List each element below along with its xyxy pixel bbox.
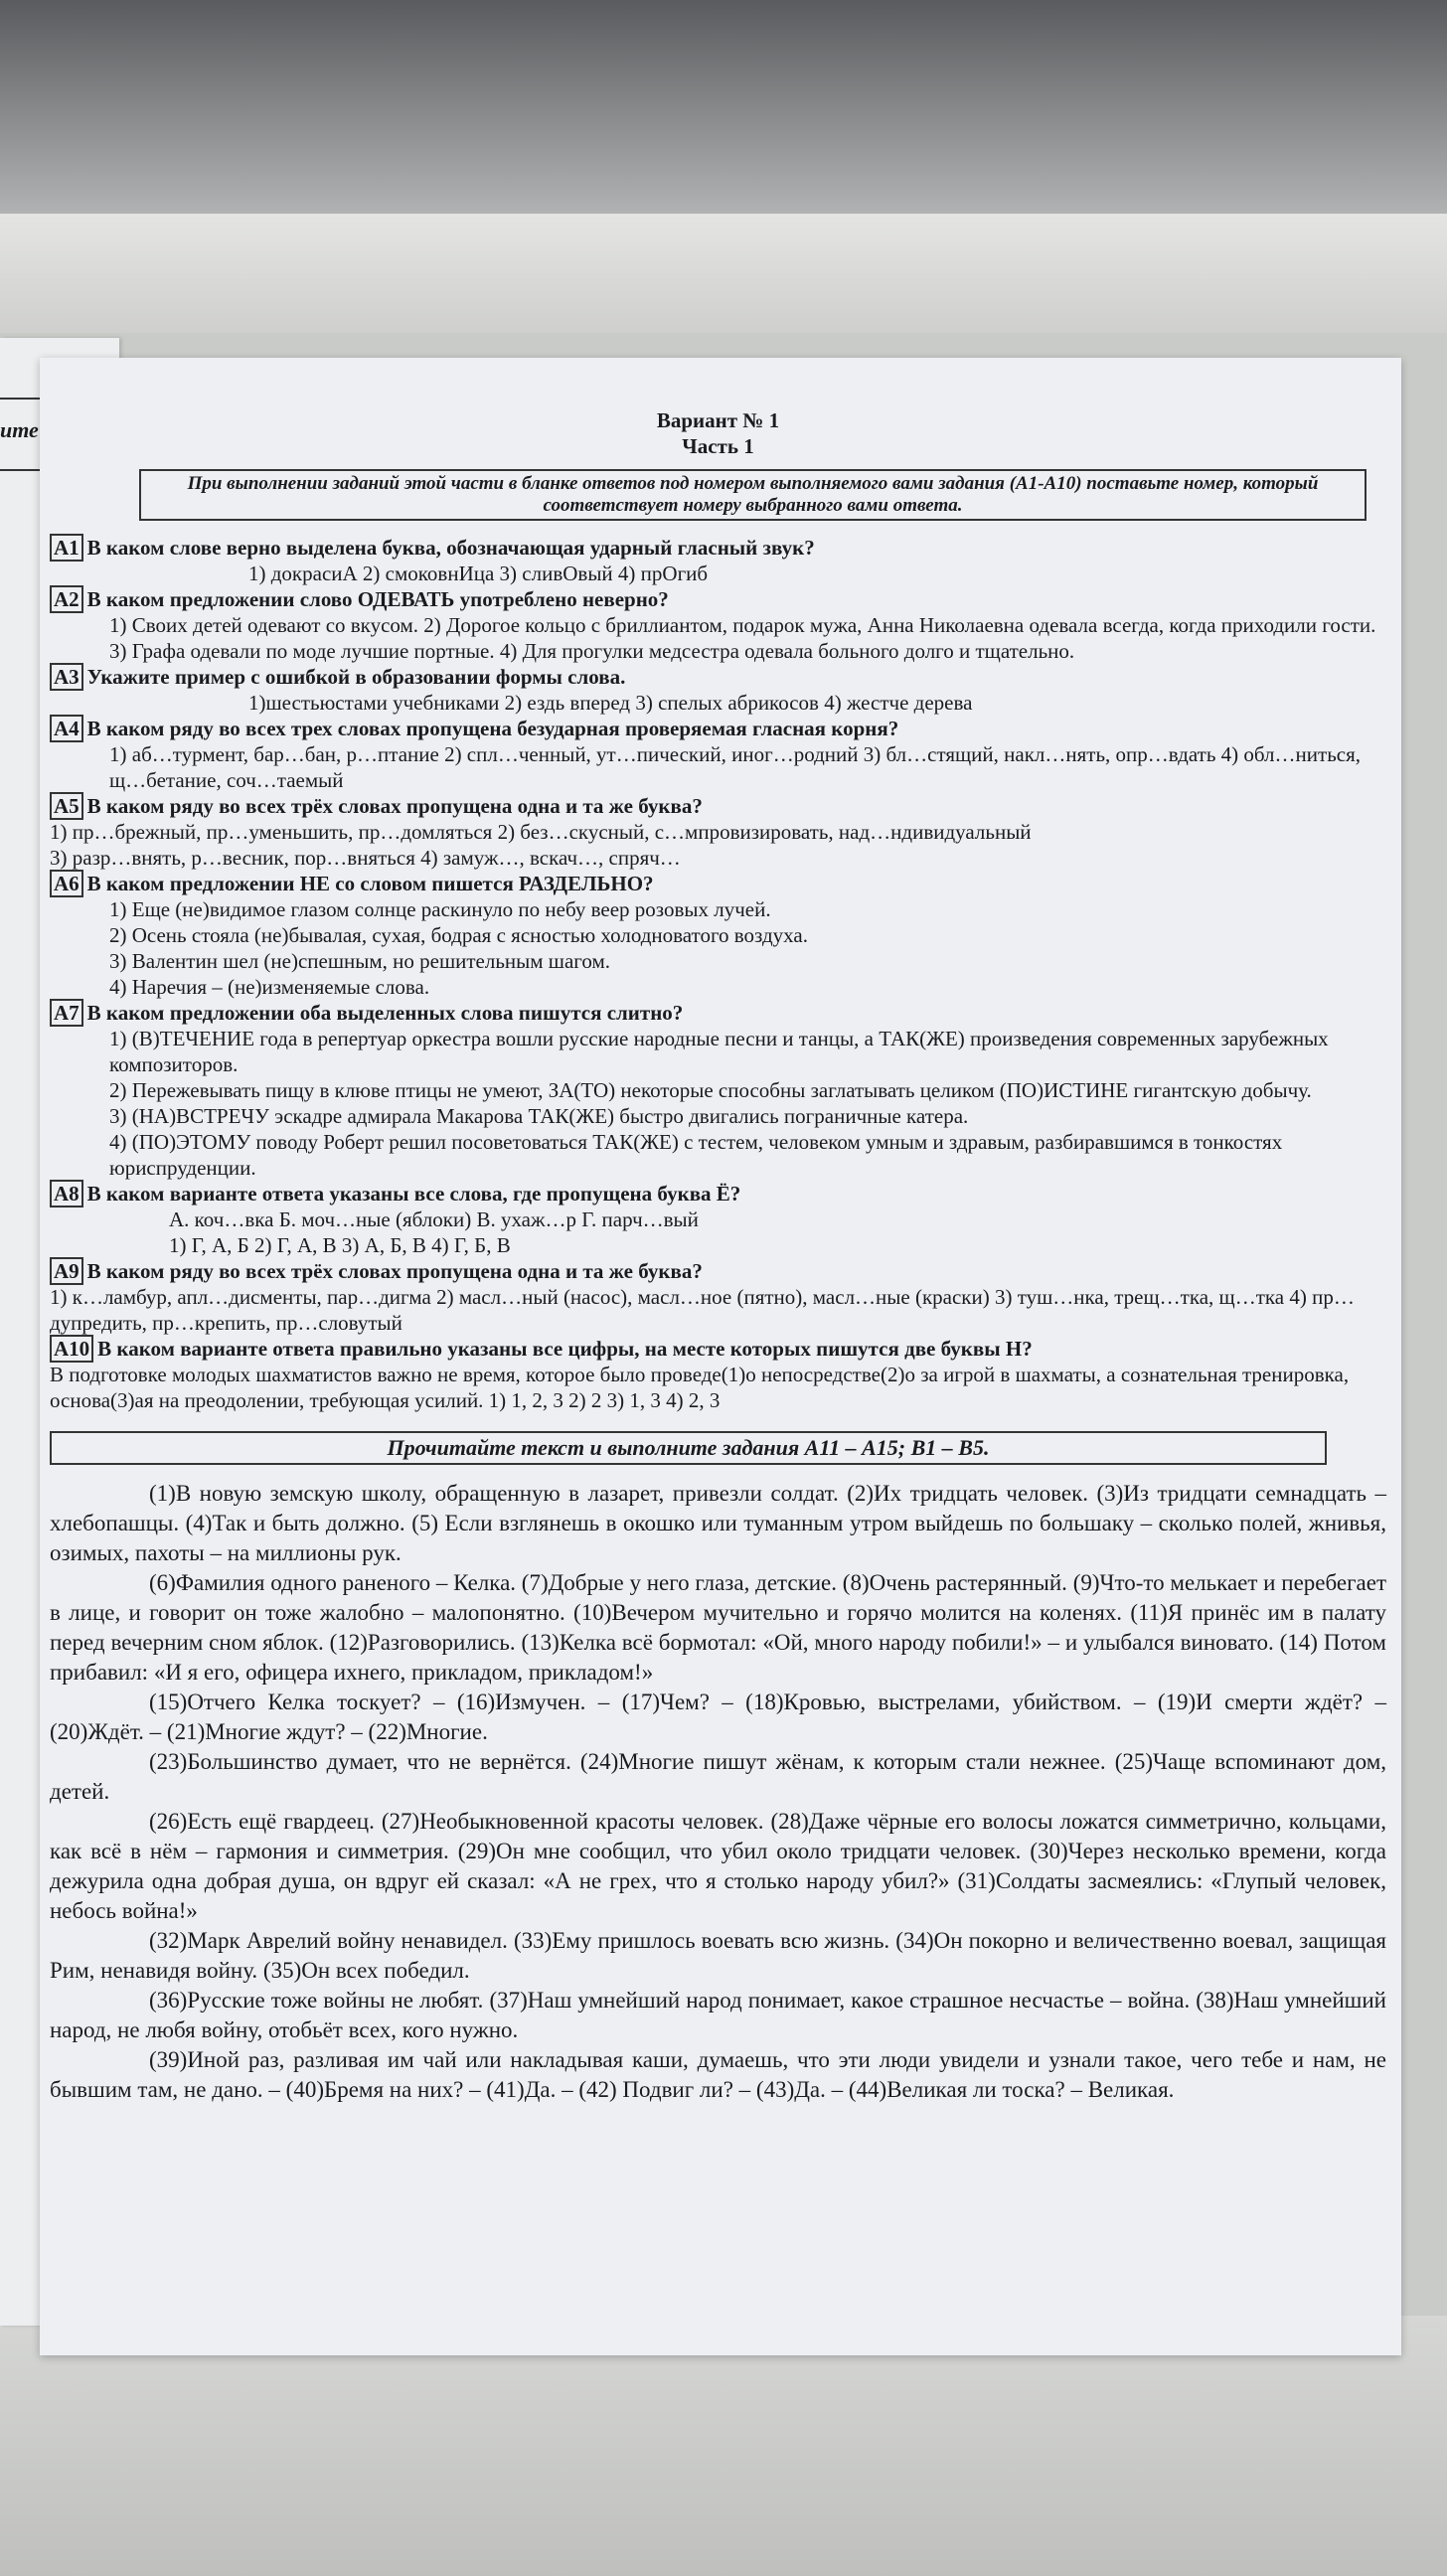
text-paragraph: (23)Большинство думает, что не вернётся. (24)Многие пишут жёнам, к которым стали нежнее. (25)Чаще вспоминают дом, детей. (50, 1749, 1386, 1804)
question-А1 (50, 535, 1386, 586)
answer-line: 1) докрасиА 2) смоковнИца 3) сливОвый 4) прОгиб (248, 562, 709, 585)
question-number: А4 (50, 715, 83, 742)
part-title: Часть 1 (682, 434, 754, 458)
question-text: В каком варианте ответа указаны все слова, где пропущена буква Ё? (86, 1182, 741, 1206)
question-number: А2 (50, 585, 83, 613)
question-А8 (50, 1181, 1386, 1258)
answer-line: 1) к…ламбур, апл…дисменты, пар…дигма 2) масл…ный (насос), масл…ное (пятно), масл…ные (краски) 3) туш…нка, трещ…тка, щ…тка 4) пр…дупредить, пр…крепить, пр…словутый (50, 1285, 1355, 1335)
question-heading (50, 1336, 1386, 1362)
question-heading (50, 871, 1386, 896)
answer-line: 1) Г, А, Б 2) Г, А, В 3) А, Б, В 4) Г, Б, В (169, 1233, 511, 1257)
question-heading (50, 1181, 1386, 1207)
question-А10 (50, 1336, 1386, 1413)
text-paragraph: (15)Отчего Келка тоскует? – (16)Измучен. – (17)Чем? – (18)Кровью, выстрелами, убийством. – (19)И смерти ждёт? – (20)Ждёт. – (21)Многие ждут? – (22)Многие. (50, 1690, 1386, 1744)
text-paragraph: (1)В новую земскую школу, обращенную в лазарет, привезли солдат. (2)Их тридцать человек. (3)Из тридцати семнадцать – хлебопашцы. (4)Так и быть должно. (5) Если взглянешь в окошко или туманным утром выйдешь по большаку – сколько полей, жнивья, озимых, пахоты – на миллионы рук. (50, 1481, 1386, 1565)
window-ledge (0, 214, 1447, 333)
exam-sheet (40, 358, 1401, 2355)
answer-line: 1) (В)ТЕЧЕНИЕ года в репертуар оркестра вошли русские народные песни и танцы, а ТАК(ЖЕ) произведения современных зарубежных композиторов. (109, 1027, 1329, 1076)
reading-banner: Прочитайте текст и выполните задания А11 – А15; В1 – В5. (50, 1431, 1327, 1465)
answer-line: 3) Валентин шел (не)спешным, но решительным шагом. (109, 949, 611, 973)
answer-line: 3) (НА)ВСТРЕЧУ эскадре адмирала Макарова ТАК(ЖЕ) быстро двигались пограничные катера. (109, 1104, 969, 1128)
question-text: В каком ряду во всех трех словах пропущена безударная проверяемая гласная корня? (86, 717, 899, 740)
answer-line: 1) Еще (не)видимое глазом солнце раскинуло по небу веер розовых лучей. (109, 897, 771, 921)
question-heading (50, 1000, 1386, 1026)
variant-title: Вариант № 1 (656, 408, 780, 432)
text-paragraph: (39)Иной раз, разливая им чай или накладывая каши, думаешь, что эти люди увидели и узнали такое, чего тебе и нам, не бывшим там, не дано. – (40)Бремя на них? – (41)Да. – (42) Подвиг ли? – (43)Да. – (44)Великая ли тоска? – Великая. (50, 2047, 1386, 2102)
question-text: В каком слове верно выделена буква, обозначающая ударный гласный звук? (86, 536, 815, 560)
answer-line: 1) Своих детей одевают со вкусом. 2) Дорогое кольцо с бриллиантом, подарок мужа, Анна Николаевна одевала всегда, когда приходили гости. 3) Графа одевали по моде лучшие портные. 4) Для прогулки медсестра одевала больного долго и тщательно. (109, 613, 1376, 663)
question-text: Укажите пример с ошибкой в образовании формы слова. (86, 665, 626, 689)
question-heading (50, 1258, 1386, 1284)
question-А7 (50, 1000, 1386, 1181)
text-paragraph: (36)Русские тоже войны не любят. (37)Наш умнейший народ понимает, какое страшное несчастье – война. (38)Наш умнейший народ, не любя войну, отобьёт всех, кого нужно. (50, 1988, 1386, 2042)
question-heading (50, 716, 1386, 741)
question-А2 (50, 586, 1386, 664)
answer-line: 4) Наречия – (не)изменяемые слова. (109, 975, 430, 999)
question-text: В каком варианте ответа правильно указаны все цифры, на месте которых пишутся две буквы Н? (97, 1337, 1033, 1361)
answer-line: 2) Пережевывать пищу в клюве птицы не умеют, ЗА(ТО) некоторые способны заглатывать целиком (ПО)ИСТИНЕ гигантскую добычу. (109, 1078, 1312, 1102)
background-wall (0, 0, 1447, 229)
reading-text (50, 1479, 1386, 2105)
question-heading (50, 793, 1386, 819)
question-number: А3 (50, 663, 83, 691)
question-text: В каком предложении оба выделенных слова пишутся слитно? (86, 1001, 684, 1025)
answer-line: 2) Осень стояла (не)бывалая, сухая, бодрая с ясностью холодноватого воздуха. (109, 923, 808, 947)
answer-line: 4) (ПО)ЭТОМУ поводу Роберт решил посоветоваться ТАК(ЖЕ) с тестем, человеком умным и здравым, разбиравшимся в тонкостях юриспруденции. (109, 1130, 1283, 1180)
question-heading (50, 664, 1386, 690)
question-number: А8 (50, 1180, 83, 1208)
question-number: А10 (50, 1335, 93, 1363)
question-text: В каком ряду во всех трёх словах пропущена одна и та же буква? (86, 794, 703, 818)
question-number: А6 (50, 870, 83, 897)
underlying-sheet-word: ите (0, 417, 39, 442)
question-text: В каком предложении НЕ со словом пишется РАЗДЕЛЬНО? (86, 872, 654, 895)
question-text: В каком ряду во всех трёх словах пропущена одна и та же буква? (86, 1259, 703, 1283)
answer-line: 1) аб…турмент, бар…бан, р…птание 2) спл…ченный, ут…пический, иног…родний 3) бл…стящий, накл…нять, опр…вдать 4) обл…ниться, щ…бетание, соч…таемый (109, 742, 1361, 792)
text-paragraph: (26)Есть ещё гвардеец. (27)Необыкновенной красоты человек. (28)Даже чёрные его волосы ложатся симметрично, кольцами, как всё в нём – гармония и симметрия. (29)Он мне сообщил, что убил около тридцати человек. (30)Через несколько времени, когда дежурила одна добрая душа, он вдруг ей сказал: «А не грех, что я столько народу убил?» (31)Солдаты засмеялись: «Глупый человек, небось война!» (50, 1809, 1386, 1923)
question-А9 (50, 1258, 1386, 1336)
question-number: А1 (50, 534, 83, 562)
question-heading (50, 535, 1386, 561)
answer-line: В подготовке молодых шахматистов важно не время, которое было проведе(1)о непосредстве(2)о за игрой в шахматы, а сознательная тренировка, основа(3)ая на преодолении, требующая усилий. 1) 1, 2, 3 2) 2 3) 1, 3 4) 2, 3 (50, 1363, 1350, 1412)
answer-line: А. коч…вка Б. моч…ные (яблоки) В. ухаж…р Г. парч…вый (169, 1208, 699, 1231)
question-А5 (50, 793, 1386, 871)
question-heading (50, 586, 1386, 612)
question-text: В каком предложении слово ОДЕВАТЬ употреблено неверно? (86, 587, 669, 611)
answer-line: 3) разр…внять, р…весник, пор…вняться 4) замуж…, вскач…, спряч… (50, 846, 681, 870)
question-list (50, 535, 1386, 1413)
instruction-box: При выполнении заданий этой части в бланке ответов под номером выполняемого вами задания (А1-А10) поставьте номер, который соответствует номеру выбранного вами ответа. (139, 469, 1367, 521)
answer-line: 1) пр…брежный, пр…уменьшить, пр…домляться 2) без…скусный, с…мпровизировать, над…ндивидуальный (50, 820, 1032, 844)
question-А4 (50, 716, 1386, 793)
text-paragraph: (32)Марк Аврелий войну ненавидел. (33)Ему пришлось воевать всю жизнь. (34)Он покорно и величественно воевал, защищая Рим, ненавидя войну. (35)Он всех победил. (50, 1928, 1386, 1983)
exam-content (50, 407, 1386, 2105)
answer-line: 1)шестьюстами учебниками 2) ездь вперед 3) спелых абрикосов 4) жестче дерева (248, 691, 973, 715)
question-number: А7 (50, 999, 83, 1027)
question-А3 (50, 664, 1386, 716)
question-number: А9 (50, 1257, 83, 1285)
text-paragraph: (6)Фамилия одного раненого – Келка. (7)Добрые у него глаза, детские. (8)Очень растерянный. (9)Что-то мелькает и перебегает в лице, и говорит он тоже жалобно – малопонятно. (10)Вечером мучительно и горячо молится на коленях. (11)Я принёс им в палату перед вечерним сном яблок. (12)Разговорились. (13)Келка всё бормотал: «Ой, много народу побили!» – и улыбался виновато. (14) Потом прибавил: «И я его, офицера ихнего, прикладом, прикладом!» (50, 1570, 1386, 1685)
question-number: А5 (50, 792, 83, 820)
question-А6 (50, 871, 1386, 1000)
